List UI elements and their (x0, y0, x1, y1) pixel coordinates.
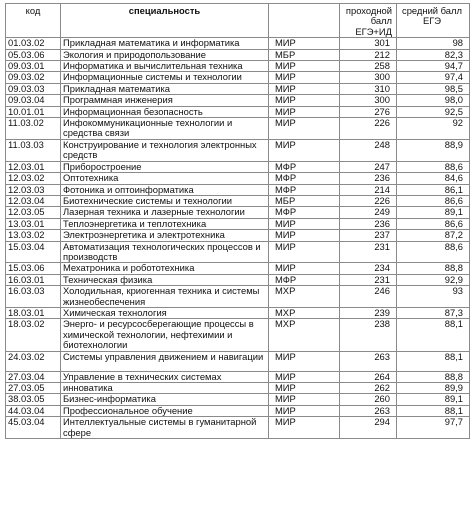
cell-institute: МИР (269, 230, 340, 241)
cell-institute: МИР (269, 241, 340, 263)
cell-specialty: Биотехнические системы и технологии (61, 195, 269, 206)
cell-code: 13.03.02 (6, 230, 61, 241)
cell-code: 11.03.03 (6, 139, 61, 161)
table-row (6, 61, 470, 72)
cell-specialty: Информационная безопасность (61, 106, 269, 117)
cell-pass-score: 260 (340, 394, 397, 405)
cell-avg-score: 89,1 (397, 394, 470, 405)
cell-avg-score: 84,6 (397, 173, 470, 184)
cell-pass-score: 234 (340, 263, 397, 274)
cell-pass-score: 231 (340, 241, 397, 263)
cell-code: 15.03.06 (6, 263, 61, 274)
cell-specialty: Информатика и вычислительная техника (61, 61, 269, 72)
cell-code: 12.03.03 (6, 184, 61, 195)
cell-specialty: Приборостроение (61, 161, 269, 172)
table-row (6, 95, 470, 106)
cell-code: 12.03.02 (6, 173, 61, 184)
cell-institute: МФР (269, 161, 340, 172)
cell-specialty: Мехатроника и робототехника (61, 263, 269, 274)
cell-specialty: Лазерная техника и лазерные технологии (61, 207, 269, 218)
cell-avg-score: 86,6 (397, 195, 470, 206)
cell-avg-score: 89,1 (397, 207, 470, 218)
cell-institute: МИР (269, 72, 340, 83)
cell-code: 09.03.01 (6, 61, 61, 72)
cell-code: 27.03.05 (6, 383, 61, 394)
header-institute (269, 4, 340, 38)
cell-pass-score: 262 (340, 383, 397, 394)
cell-institute: МИР (269, 95, 340, 106)
cell-pass-score: 300 (340, 95, 397, 106)
cell-specialty: Электроэнергетика и электротехника (61, 230, 269, 241)
cell-institute: МИР (269, 417, 340, 439)
cell-avg-score: 89,9 (397, 383, 470, 394)
cell-pass-score: 310 (340, 83, 397, 94)
cell-avg-score: 94,7 (397, 61, 470, 72)
cell-pass-score: 226 (340, 118, 397, 140)
cell-institute: МИР (269, 405, 340, 416)
cell-specialty: Конструирование и технология электронных средств (61, 139, 269, 161)
table-row (6, 118, 470, 140)
cell-specialty: Прикладная математика (61, 83, 269, 94)
cell-specialty: Прикладная математика и информатика (61, 38, 269, 49)
cell-avg-score: 88,1 (397, 319, 470, 351)
table-row (6, 383, 470, 394)
cell-pass-score: 246 (340, 286, 397, 308)
header-specialty: специальность (61, 4, 269, 38)
cell-code: 38.03.05 (6, 394, 61, 405)
cell-code: 27.03.04 (6, 371, 61, 382)
table-row (6, 371, 470, 382)
cell-avg-score: 86,1 (397, 184, 470, 195)
cell-specialty: Профессиональное обучение (61, 405, 269, 416)
table-row (6, 417, 470, 439)
cell-specialty: Бизнес-информатика (61, 394, 269, 405)
cell-specialty: Автоматизация технологических процессов и производств (61, 241, 269, 263)
cell-avg-score: 97,7 (397, 417, 470, 439)
cell-avg-score: 98 (397, 38, 470, 49)
cell-code: 44.03.04 (6, 405, 61, 416)
table-row (6, 72, 470, 83)
cell-code: 12.03.01 (6, 161, 61, 172)
cell-institute: МИР (269, 263, 340, 274)
cell-pass-score: 258 (340, 61, 397, 72)
cell-code: 09.03.04 (6, 95, 61, 106)
cell-avg-score: 82,3 (397, 49, 470, 60)
header-pass-score: проходной балл ЕГЭ+ИД (340, 4, 397, 38)
cell-code: 10.01.01 (6, 106, 61, 117)
cell-institute: МИР (269, 218, 340, 229)
table-row (6, 184, 470, 195)
cell-specialty: Экология и природопользование (61, 49, 269, 60)
cell-pass-score: 226 (340, 195, 397, 206)
cell-pass-score: 300 (340, 72, 397, 83)
cell-avg-score: 87,3 (397, 307, 470, 318)
cell-institute: МФР (269, 173, 340, 184)
cell-avg-score: 86,6 (397, 218, 470, 229)
cell-institute: МБР (269, 195, 340, 206)
cell-code: 01.03.02 (6, 38, 61, 49)
cell-code: 09.03.03 (6, 83, 61, 94)
cell-specialty: Теплоэнергетика и теплотехника (61, 218, 269, 229)
cell-specialty: Оптотехника (61, 173, 269, 184)
header-code: код (6, 4, 61, 38)
cell-code: 16.03.01 (6, 274, 61, 285)
cell-institute: МИР (269, 139, 340, 161)
cell-institute: МИР (269, 383, 340, 394)
cell-pass-score: 263 (340, 405, 397, 416)
cell-pass-score: 212 (340, 49, 397, 60)
table-row (6, 230, 470, 241)
cell-specialty: Программная инженерия (61, 95, 269, 106)
cell-avg-score: 92,9 (397, 274, 470, 285)
cell-specialty: Интеллектуальные системы в гуманитарной сфере (61, 417, 269, 439)
table-row (6, 83, 470, 94)
header-row (6, 4, 470, 38)
cell-institute: МИР (269, 38, 340, 49)
cell-institute: МФР (269, 184, 340, 195)
cell-code: 16.03.03 (6, 286, 61, 308)
table-row (6, 173, 470, 184)
table-row (6, 218, 470, 229)
cell-pass-score: 249 (340, 207, 397, 218)
cell-pass-score: 236 (340, 218, 397, 229)
table-row (6, 49, 470, 60)
cell-institute: МБР (269, 49, 340, 60)
cell-specialty: Холодильная, криогенная техника и системы жизнеобеспечения (61, 286, 269, 308)
cell-code: 18.03.02 (6, 319, 61, 351)
cell-institute: МИР (269, 83, 340, 94)
cell-specialty: Информационные системы и технологии (61, 72, 269, 83)
cell-avg-score: 88,9 (397, 139, 470, 161)
cell-avg-score: 88,8 (397, 263, 470, 274)
table-row (6, 263, 470, 274)
cell-pass-score: 231 (340, 274, 397, 285)
header-avg-score: средний балл ЕГЭ (397, 4, 470, 38)
cell-institute: МИР (269, 351, 340, 371)
table-row (6, 307, 470, 318)
cell-code: 12.03.05 (6, 207, 61, 218)
cell-code: 05.03.06 (6, 49, 61, 60)
cell-code: 09.03.02 (6, 72, 61, 83)
cell-code: 24.03.02 (6, 351, 61, 371)
cell-pass-score: 247 (340, 161, 397, 172)
cell-avg-score: 92,5 (397, 106, 470, 117)
cell-code: 18.03.01 (6, 307, 61, 318)
table-row (6, 38, 470, 49)
table-row (6, 161, 470, 172)
table-row (6, 286, 470, 308)
cell-pass-score: 264 (340, 371, 397, 382)
table-row (6, 405, 470, 416)
cell-specialty: Управление в технических системах (61, 371, 269, 382)
cell-avg-score: 87,2 (397, 230, 470, 241)
cell-code: 45.03.04 (6, 417, 61, 439)
cell-institute: МХР (269, 286, 340, 308)
cell-institute: МИР (269, 106, 340, 117)
scores-table (5, 3, 470, 439)
cell-pass-score: 248 (340, 139, 397, 161)
cell-avg-score: 98,5 (397, 83, 470, 94)
cell-specialty: Энерго- и ресурсосберегающие процессы в химической технологии, нефтехимии и биотехнологии (61, 319, 269, 351)
cell-specialty: Системы управления движением и навигации (61, 351, 269, 371)
cell-pass-score: 276 (340, 106, 397, 117)
table-row (6, 351, 470, 371)
cell-avg-score: 88,1 (397, 405, 470, 416)
table-row (6, 139, 470, 161)
table-row (6, 195, 470, 206)
cell-avg-score: 93 (397, 286, 470, 308)
cell-institute: МИР (269, 118, 340, 140)
cell-code: 12.03.04 (6, 195, 61, 206)
cell-pass-score: 263 (340, 351, 397, 371)
cell-pass-score: 239 (340, 307, 397, 318)
cell-code: 11.03.02 (6, 118, 61, 140)
cell-avg-score: 88,6 (397, 161, 470, 172)
cell-specialty: инноватика (61, 383, 269, 394)
cell-institute: МИР (269, 61, 340, 72)
cell-institute: МФР (269, 207, 340, 218)
cell-avg-score: 88,6 (397, 241, 470, 263)
table-row (6, 241, 470, 263)
cell-pass-score: 301 (340, 38, 397, 49)
cell-institute: МИР (269, 394, 340, 405)
cell-pass-score: 236 (340, 173, 397, 184)
cell-avg-score: 98,0 (397, 95, 470, 106)
cell-avg-score: 88,8 (397, 371, 470, 382)
cell-institute: МХР (269, 307, 340, 318)
table-row (6, 319, 470, 351)
table-row (6, 106, 470, 117)
cell-code: 15.03.04 (6, 241, 61, 263)
cell-avg-score: 88,1 (397, 351, 470, 371)
table-row (6, 274, 470, 285)
cell-pass-score: 238 (340, 319, 397, 351)
cell-avg-score: 92 (397, 118, 470, 140)
cell-avg-score: 97,4 (397, 72, 470, 83)
cell-code: 13.03.01 (6, 218, 61, 229)
cell-specialty: Фотоника и оптоинформатика (61, 184, 269, 195)
table-row (6, 394, 470, 405)
cell-institute: МФР (269, 274, 340, 285)
cell-pass-score: 237 (340, 230, 397, 241)
cell-pass-score: 214 (340, 184, 397, 195)
cell-pass-score: 294 (340, 417, 397, 439)
cell-specialty: Химическая технология (61, 307, 269, 318)
cell-institute: МИР (269, 371, 340, 382)
cell-institute: МХР (269, 319, 340, 351)
cell-specialty: Техническая физика (61, 274, 269, 285)
table-row (6, 207, 470, 218)
cell-specialty: Инфокоммуникационные технологии и средства связи (61, 118, 269, 140)
